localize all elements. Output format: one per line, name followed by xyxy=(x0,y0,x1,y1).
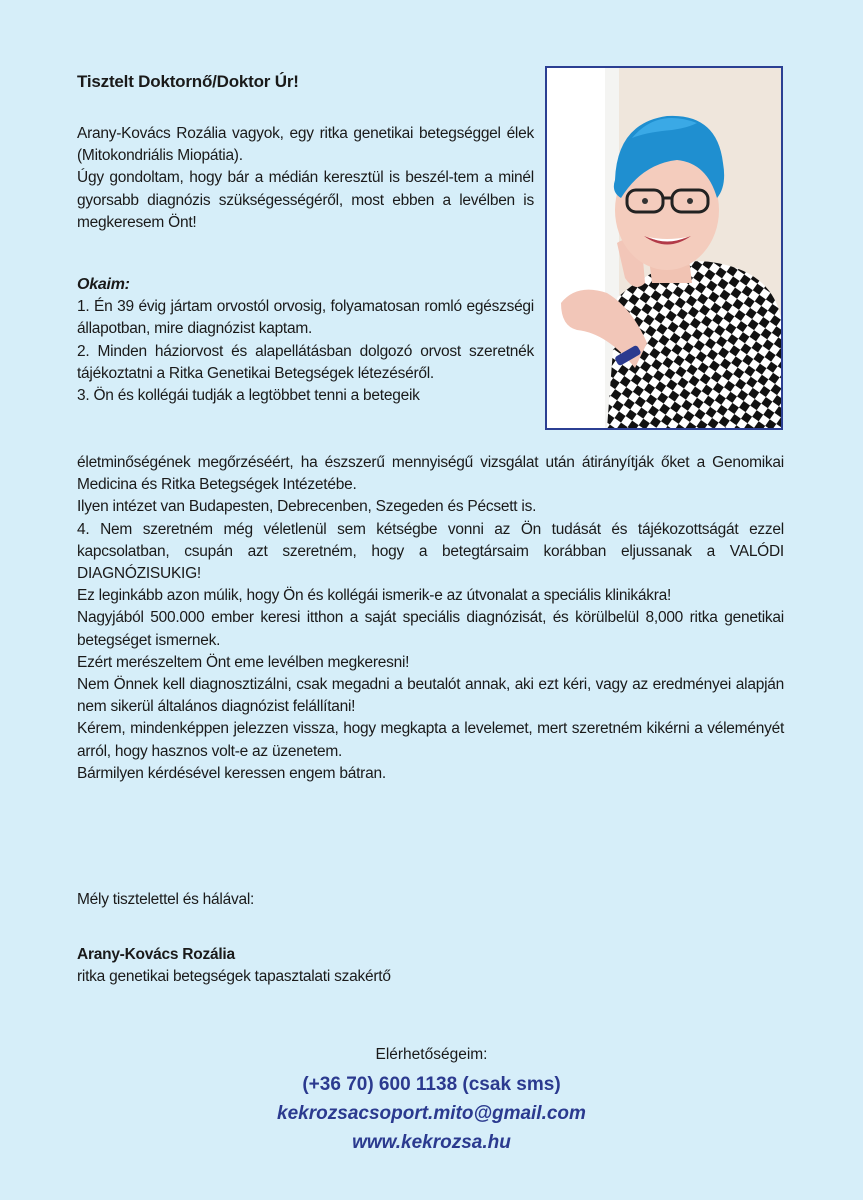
author-portrait xyxy=(545,66,783,430)
portrait-illustration xyxy=(547,68,781,428)
reason-3-start: 3. Ön és kollégái tudják a legtöbbet tenni a betegeik xyxy=(77,387,420,405)
signature-title: ritka genetikai betegségek tapasztalati szakértő xyxy=(77,968,391,986)
contact-website-link[interactable]: www.kekrozsa.hu xyxy=(352,1132,511,1153)
contact-block xyxy=(0,1046,863,1157)
closing-line: Mély tisztelettel és hálával: xyxy=(77,891,255,908)
body-section xyxy=(77,452,784,785)
body-line-1: életminőségének megőrzéséért, ha észszerű mennyiségű vizsgálat után átirányítják őket a Genomikai Medicina és Ritka Betegségek Intézetébe. xyxy=(77,454,784,494)
greeting-heading: Tisztelt Doktornő/Doktor Úr! xyxy=(77,72,299,91)
contact-phone: (+36 70) 600 1138 (csak sms) xyxy=(302,1074,561,1095)
body-line-7: Nem Önnek kell diagnosztizálni, csak megadni a beutalót annak, aki ezt kéri, vagy az eredményei alapján nem sikerül általános diagnózist felállítani! xyxy=(77,676,784,716)
contact-email-link[interactable]: kekrozsacsoport.mito@gmail.com xyxy=(277,1103,586,1124)
intro-line-2: Úgy gondoltam, hogy bár a médián keresztül is beszél-tem a minél gyorsabb diagnózis szükségességéről, most ebben a levélben is megkeresem Önt! xyxy=(77,169,534,231)
reasons-heading: Okaim: xyxy=(77,276,130,293)
intro-line-1: Arany-Kovács Rozália vagyok, egy ritka genetikai betegséggel élek (Mitokondriális Miopátia). xyxy=(77,125,534,165)
reasons-section xyxy=(77,274,534,407)
reason-2: 2. Minden háziorvost és alapellátásban dolgozó orvost szeretnék tájékoztatni a Ritka Genetikai Betegségek létezéséről. xyxy=(77,342,534,382)
signature-name: Arany-Kovács Rozália xyxy=(77,946,235,963)
body-line-4: Ez leginkább azon múlik, hogy Ön és kollégái ismerik-e az útvonalat a speciális klinikákra! xyxy=(77,587,672,605)
signature-block xyxy=(77,944,784,988)
body-line-8: Kérem, mindenképpen jelezzen vissza, hogy megkapta a levelemet, mert szeretném kikérni a véleményét arról, hogy hasznos volt-e az üzenetem. xyxy=(77,720,784,760)
intro-paragraph xyxy=(77,123,534,234)
body-line-6: Ezért merészeltem Önt eme levélben megkeresni! xyxy=(77,653,410,671)
body-line-2: Ilyen intézet van Budapesten, Debrecenben, Szegeden és Pécsett is. xyxy=(77,498,537,516)
body-line-3: 4. Nem szeretném még véletlenül sem kétségbe vonni az Ön tudását és tájékozottságát ezzel kapcsolatban, csupán azt szeretném, hogy a betegtársaim korábban eljussanak a VALÓDI DIAGNÓZISUKIG! xyxy=(77,520,784,583)
body-line-9: Bármilyen kérdésével keressen engem bátran. xyxy=(77,764,386,782)
reason-1: 1. Én 39 évig jártam orvostól orvosig, folyamatosan romló egészségi állapotban, mire diagnózist kaptam. xyxy=(77,298,534,338)
contact-label: Elérhetőségeim: xyxy=(375,1046,488,1063)
body-line-5: Nagyjából 500.000 ember keresi itthon a saját speciális diagnózisát, és körülbelül 8,000 ritka genetikai betegséget ismernek. xyxy=(77,609,784,649)
